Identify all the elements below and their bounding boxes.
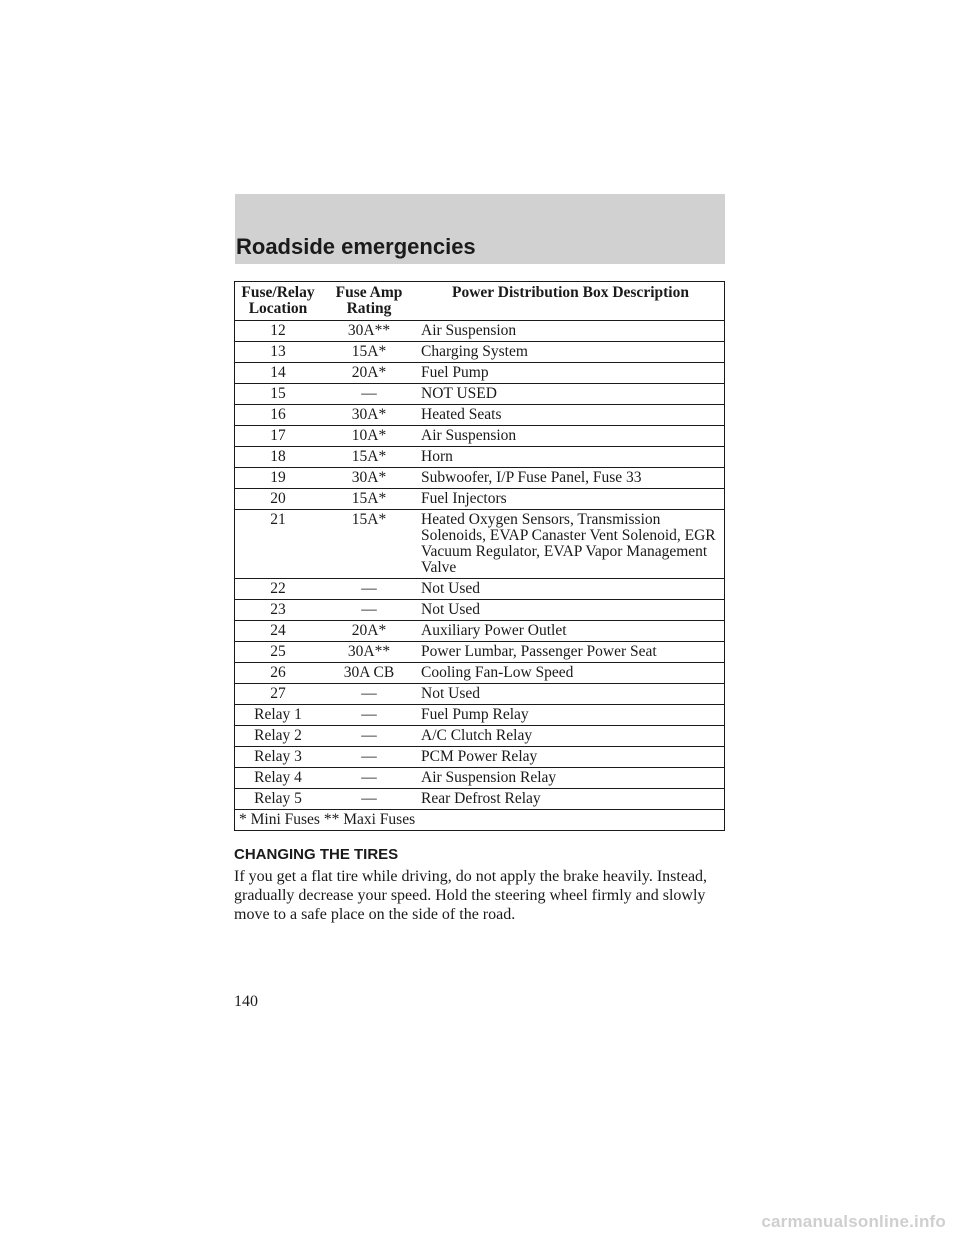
cell-location: 27 (235, 684, 322, 705)
cell-location: 15 (235, 384, 322, 405)
cell-description: Subwoofer, I/P Fuse Panel, Fuse 33 (417, 468, 725, 489)
table-header-row (235, 282, 725, 321)
cell-amp-rating: — (321, 600, 417, 621)
table-footnote-row (235, 810, 725, 831)
cell-description: Charging System (417, 342, 725, 363)
cell-location: 25 (235, 642, 322, 663)
cell-location: 20 (235, 489, 322, 510)
cell-amp-rating: — (321, 684, 417, 705)
column-header-location: Fuse/Relay Location (235, 282, 322, 321)
table-row (235, 768, 725, 789)
table-body (235, 321, 725, 810)
cell-description: Rear Defrost Relay (417, 789, 725, 810)
table-row (235, 384, 725, 405)
cell-location: Relay 2 (235, 726, 322, 747)
table-row (235, 726, 725, 747)
cell-amp-rating: 30A** (321, 642, 417, 663)
cell-location: 17 (235, 426, 322, 447)
cell-description: A/C Clutch Relay (417, 726, 725, 747)
section-header-title: Roadside emergencies (236, 234, 476, 259)
table-row (235, 363, 725, 384)
cell-location: 21 (235, 510, 322, 579)
cell-description: Heated Seats (417, 405, 725, 426)
table-row (235, 510, 725, 579)
page-number: 140 (234, 993, 258, 1010)
cell-amp-rating: 15A* (321, 447, 417, 468)
cell-location: Relay 4 (235, 768, 322, 789)
table-row (235, 489, 725, 510)
cell-amp-rating: — (321, 768, 417, 789)
table-row (235, 405, 725, 426)
cell-amp-rating: — (321, 384, 417, 405)
cell-description: Air Suspension (417, 426, 725, 447)
cell-location: 24 (235, 621, 322, 642)
table-row (235, 705, 725, 726)
watermark-logo: carmanualsonline.info (761, 1212, 946, 1231)
cell-amp-rating: 15A* (321, 342, 417, 363)
cell-amp-rating: — (321, 705, 417, 726)
cell-description: Horn (417, 447, 725, 468)
cell-location: 12 (235, 321, 322, 342)
cell-description: Cooling Fan-Low Speed (417, 663, 725, 684)
table-row (235, 468, 725, 489)
fuse-table (234, 281, 725, 831)
cell-amp-rating: 30A CB (321, 663, 417, 684)
cell-amp-rating: 20A* (321, 621, 417, 642)
cell-amp-rating: 20A* (321, 363, 417, 384)
cell-description: Air Suspension Relay (417, 768, 725, 789)
table-row (235, 684, 725, 705)
cell-location: 18 (235, 447, 322, 468)
table-row (235, 747, 725, 768)
cell-amp-rating: — (321, 726, 417, 747)
cell-location: 23 (235, 600, 322, 621)
table-row (235, 426, 725, 447)
cell-location: 22 (235, 579, 322, 600)
table-row (235, 579, 725, 600)
table-row (235, 447, 725, 468)
table-row (235, 621, 725, 642)
cell-location: 14 (235, 363, 322, 384)
cell-description: Power Lumbar, Passenger Power Seat (417, 642, 725, 663)
cell-description: Fuel Injectors (417, 489, 725, 510)
body-paragraph: If you get a flat tire while driving, do not apply the brake heavily. Instead, gradually decrease your speed. Hold the steering wheel firmly and slowly move to a safe place on the side of the road. (234, 868, 708, 923)
cell-location: Relay 3 (235, 747, 322, 768)
cell-description: Air Suspension (417, 321, 725, 342)
cell-location: Relay 1 (235, 705, 322, 726)
table-row (235, 342, 725, 363)
cell-amp-rating: — (321, 747, 417, 768)
table-footnote: * Mini Fuses ** Maxi Fuses (235, 810, 725, 831)
cell-amp-rating: 15A* (321, 510, 417, 579)
table-row (235, 600, 725, 621)
cell-description: Fuel Pump Relay (417, 705, 725, 726)
cell-description: Heated Oxygen Sensors, Transmission Solenoids, EVAP Canaster Vent Solenoid, EGR Vacuum Regulator, EVAP Vapor Management Valve (417, 510, 725, 579)
table-row (235, 642, 725, 663)
cell-amp-rating: — (321, 579, 417, 600)
cell-location: 19 (235, 468, 322, 489)
cell-location: 13 (235, 342, 322, 363)
cell-description: Fuel Pump (417, 363, 725, 384)
cell-amp-rating: 15A* (321, 489, 417, 510)
section-title: CHANGING THE TIRES (234, 846, 399, 863)
cell-description: NOT USED (417, 384, 725, 405)
cell-amp-rating: 10A* (321, 426, 417, 447)
cell-description: Not Used (417, 684, 725, 705)
table-row (235, 789, 725, 810)
column-header-description: Power Distribution Box Description (417, 282, 725, 321)
cell-amp-rating: 30A** (321, 321, 417, 342)
table-row (235, 663, 725, 684)
cell-location: 16 (235, 405, 322, 426)
cell-location: 26 (235, 663, 322, 684)
cell-location: Relay 5 (235, 789, 322, 810)
cell-description: PCM Power Relay (417, 747, 725, 768)
table-row (235, 321, 725, 342)
cell-description: Auxiliary Power Outlet (417, 621, 725, 642)
column-header-amp-rating: Fuse Amp Rating (321, 282, 417, 321)
cell-description: Not Used (417, 579, 725, 600)
cell-amp-rating: 30A* (321, 405, 417, 426)
cell-amp-rating: — (321, 789, 417, 810)
cell-description: Not Used (417, 600, 725, 621)
cell-amp-rating: 30A* (321, 468, 417, 489)
